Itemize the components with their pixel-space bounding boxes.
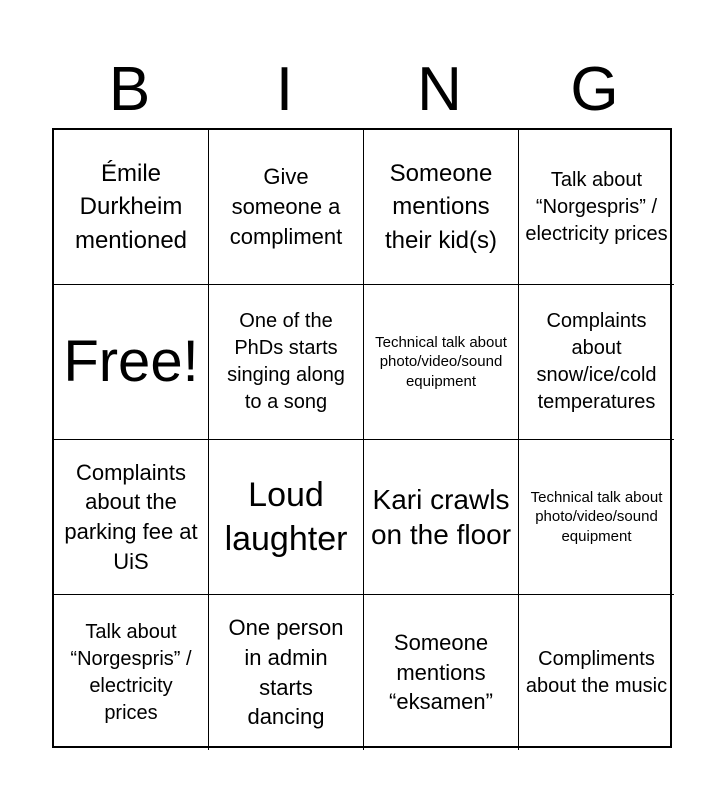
cell-text: Talk about “Norgespris” / electricity prices	[70, 620, 192, 724]
bingo-cell[interactable]	[364, 595, 519, 750]
bingo-board	[52, 128, 672, 748]
cell-text: Technical talk about photo/video/sound equipment	[530, 488, 663, 545]
bingo-cell[interactable]	[209, 595, 364, 750]
cell-text: Complaints about snow/ice/cold temperatures	[536, 310, 657, 413]
cell-text: Someone mentions “eksamen”	[389, 629, 493, 715]
cell-text: Compliments about the music	[525, 647, 668, 697]
bingo-header	[52, 55, 672, 125]
bingo-cell[interactable]	[519, 130, 674, 285]
header-letter-g: G	[570, 55, 619, 124]
header-letter-n: N	[417, 55, 462, 124]
cell-text: Technical talk about photo/video/sound equipment	[375, 333, 507, 390]
cell-text: Kari crawls on the floor	[370, 484, 512, 550]
cell-text: Loud laughter	[224, 475, 348, 558]
bingo-cell[interactable]	[209, 285, 364, 440]
cell-text: Free!	[63, 329, 199, 395]
bingo-cell[interactable]	[519, 595, 674, 750]
bingo-cell-free[interactable]	[54, 285, 209, 440]
bingo-cell[interactable]	[209, 440, 364, 595]
cell-text: One person in admin starts dancing	[228, 615, 344, 730]
bingo-cell[interactable]	[54, 130, 209, 285]
bingo-cell[interactable]	[364, 285, 519, 440]
header-letter-b: B	[108, 55, 151, 124]
bingo-cell[interactable]	[519, 440, 674, 595]
cell-text: Someone mentions their kid(s)	[384, 159, 498, 254]
bingo-cell[interactable]	[209, 130, 364, 285]
bingo-cell[interactable]	[364, 440, 519, 595]
bingo-cell[interactable]	[364, 130, 519, 285]
header-letter-i: I	[275, 55, 294, 124]
cell-text: Complaints about the parking fee at UiS	[64, 459, 198, 574]
bingo-cell[interactable]	[54, 595, 209, 750]
cell-text: Talk about “Norgespris” / electricity prices	[525, 168, 668, 245]
bingo-cell[interactable]	[519, 285, 674, 440]
cell-text: Émile Durkheim mentioned	[74, 159, 188, 254]
cell-text: Give someone a compliment	[229, 164, 343, 249]
cell-text: One of the PhDs starts singing along to a song	[227, 310, 345, 413]
bingo-cell[interactable]	[54, 440, 209, 595]
